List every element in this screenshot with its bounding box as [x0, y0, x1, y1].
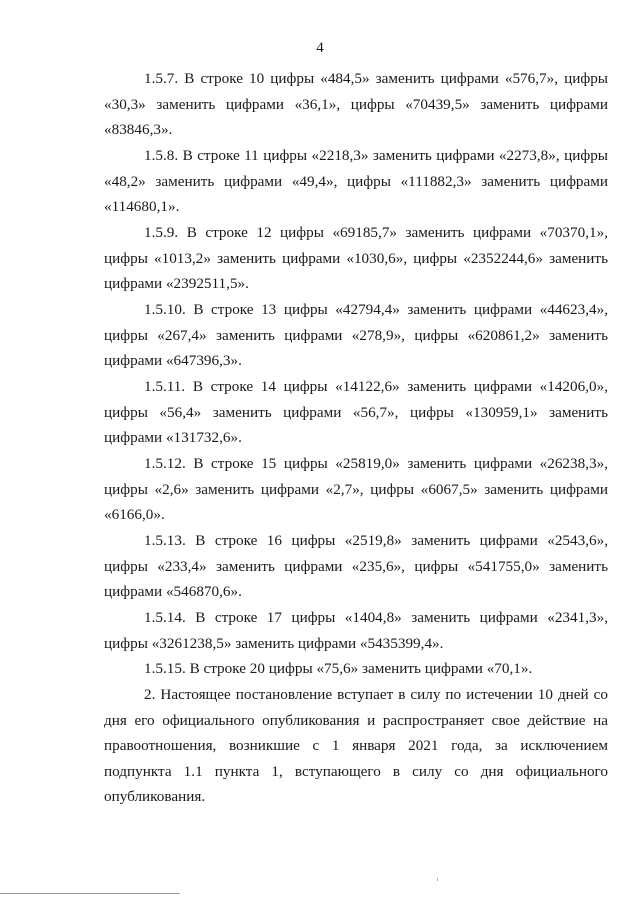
paragraph-1-5-8: 1.5.8. В строке 11 цифры «2218,3» заменить цифрами «2273,8», цифры «48,2» заменить цифрами «49,4», цифры «111882,3» заменить цифрами «114680,1». — [104, 147, 608, 216]
footer-divider — [0, 893, 180, 894]
paragraph-1-5-13: 1.5.13. В строке 16 цифры «2519,8» заменить цифрами «2543,6», цифры «233,4» заменить цифрами «235,6», цифры «541755,0» заменить цифрами «546870,6». — [104, 532, 608, 601]
paragraph-2-effective-date: 2. Настоящее постановление вступает в силу по истечении 10 дней со дня его официального опубликования и распространяет свое действие на правоотношения, возникшие с 1 января 2021 года, за исключением подпункта 1.1 пункта 1, вступающего в силу со дня официального опубликования. — [104, 686, 608, 806]
paragraph-1-5-12: 1.5.12. В строке 15 цифры «25819,0» заменить цифрами «26238,3», цифры «2,6» заменить цифрами «2,7», цифры «6067,5» заменить цифрами «6166,0». — [104, 455, 608, 524]
page-number: 4 — [316, 40, 324, 56]
paragraph-1-5-7: 1.5.7. В строке 10 цифры «484,5» заменить цифрами «576,7», цифры «30,3» заменить цифрами «36,1», цифры «70439,5» заменить цифрами «83846,3». — [104, 70, 608, 139]
paragraph-1-5-9: 1.5.9. В строке 12 цифры «69185,7» заменить цифрами «70370,1», цифры «1013,2» заменить цифрами «1030,6», цифры «2352244,6» заменить цифрами «2392511,5». — [104, 224, 608, 293]
scan-artifact — [437, 878, 438, 881]
paragraph-1-5-15: 1.5.15. В строке 20 цифры «75,6» заменить цифрами «70,1». — [144, 660, 533, 677]
paragraph-1-5-14: 1.5.14. В строке 17 цифры «1404,8» заменить цифрами «2341,3», цифры «3261238,5» заменить цифрами «5435399,4». — [104, 609, 608, 652]
paragraph-1-5-10: 1.5.10. В строке 13 цифры «42794,4» заменить цифрами «44623,4», цифры «267,4» заменить цифрами «278,9», цифры «620861,2» заменить цифрами «647396,3». — [104, 301, 608, 370]
paragraph-1-5-11: 1.5.11. В строке 14 цифры «14122,6» заменить цифрами «14206,0», цифры «56,4» заменить цифрами «56,7», цифры «130959,1» заменить цифрами «131732,6». — [104, 378, 608, 447]
